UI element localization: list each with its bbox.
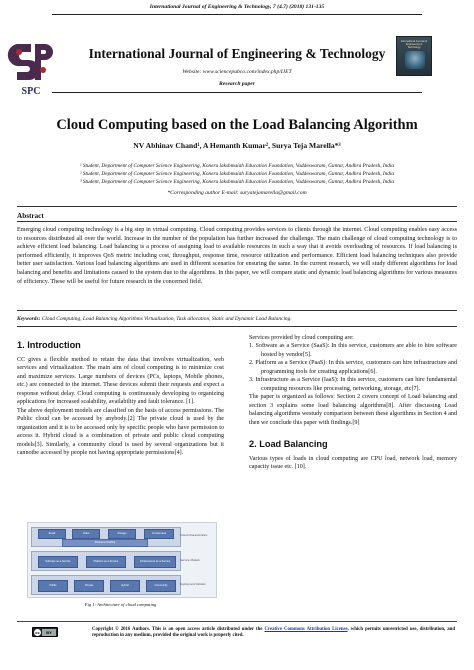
figure-box: Community xyxy=(146,580,176,592)
figure-box: Public xyxy=(38,580,68,592)
load-balancing-paragraph: Various types of loads in cloud computing are CPU load, network load, memory capacity issue etc. [10]. xyxy=(249,455,457,471)
section-heading-introduction: 1. Introduction xyxy=(17,340,81,350)
list-item: 2. Platform as a Service (PaaS): In this service, customers can hire infrastructure and programming tools for creating applications[6]. xyxy=(249,360,457,375)
figure-box: Storage xyxy=(108,529,136,539)
figure-resource-pooling-bar: Resource Pooling xyxy=(62,539,148,547)
list-item: 1. Software as a Service (SaaS): In this service, customers are able to hire software hosted by vendor[5]. xyxy=(249,343,457,358)
figure-box: Platform as a Service xyxy=(86,556,126,568)
right-column xyxy=(249,334,457,472)
figure-caption: Fig 1: Architecture of cloud computing xyxy=(84,602,157,607)
affiliation-1: ¹ Student, Department of Computer Science Engineering, Koneru lakshmaiah Education Foundation, Vaddeswaram, Guntur, Andhra Pradesh, India xyxy=(79,163,395,169)
paper-type: Research paper xyxy=(219,81,255,87)
figure-layer-deployment-models xyxy=(31,575,181,595)
list-item: 3. Infrastructure as a Service (IaaS): In this service, customers can hire fundamental computing resources like processing, networking, storage, etc[7]. xyxy=(249,377,457,392)
journal-title: International Journal of Engineering & Technology xyxy=(88,46,386,61)
cc-icon: cc xyxy=(35,629,40,635)
abstract-body: Emerging cloud computing technology is a big step in virtual computing. Cloud computing provides services to clients through the internet. Cloud computing enables easy access to resources distributed all over the world. Increase in the number of the population has further increased the challenge. The main challenge of cloud computing technology is to achieve efficient load balancing. Load balancing is a process of assigning load to available resources in such a way that it avoids overloading of resources. If load balancing is performed efficiently, it improves QoS metric including cost, throughput, response time, resource utilization and performance. Efficient load balancing techniques also provide better user satisfaction. Various load balancing algorithms are used in different scenarios for ensuring the same. In the current research, we will study different algorithms for load balancing and benefits and limitations caused to the system due to the algorithms. In this paper, we will compare static and dynamic load balancing algorithms for various measures of efficiency. These will be useful for future research in the concerned field. xyxy=(17,227,457,285)
figure-box: On-Demand xyxy=(144,529,174,539)
abstract-rule-top xyxy=(17,206,457,207)
figure-layer-service-models xyxy=(31,551,181,571)
cover-title: International Journal of Engineering & Technology xyxy=(400,40,428,49)
figure-box: Hybrid xyxy=(110,580,140,592)
figure-box: Infrastructure as a Service xyxy=(134,556,176,568)
figure-side-label: Service Models xyxy=(180,558,200,562)
journal-cover-image xyxy=(396,36,432,76)
figure-box: Software as a Service xyxy=(38,556,78,568)
abstract-rule-under-heading xyxy=(17,221,457,222)
abstract-heading: Abstract xyxy=(17,212,44,220)
figure-layer-characteristics xyxy=(31,527,181,547)
keywords xyxy=(17,316,457,322)
figure-box: Private xyxy=(74,580,104,592)
author-list: NV Abhinav Chand¹, A Hemanth Kumar², Surya Teja Marella*³ xyxy=(133,141,341,150)
cloud-architecture-figure xyxy=(27,522,217,598)
logo-text: SPC xyxy=(21,86,41,97)
cover-art xyxy=(405,51,425,69)
section-heading-load-balancing: 2. Load Balancing xyxy=(249,438,328,449)
services-intro: Services provided by cloud computing are: xyxy=(249,335,354,341)
header-rule-top xyxy=(52,14,422,15)
intro-paragraph-2: The above deployment models are classified on the basis of access permissions. The Public cloud can be accessed by anybody.[2] The private cloud is used by the organization and it is to be accessed only by specific people who have permission to access it. Hybrid cloud is a combination of private and public cloud computing models[3]. Similarly, a community cloud is used by several organizations but it cannotbe accessed by people not having appropriate permissions[4]. xyxy=(17,407,224,456)
keywords-rule xyxy=(17,326,457,327)
affiliation-3: ³ Student, Department of Computer Science Engineering, Koneru lakshmaiah Education Foundation, Vaddeswaram, Guntur, Andhra Pradesh, India xyxy=(79,179,395,185)
figure-side-label: Deployment Models xyxy=(180,582,206,586)
figure-side-label: Cloud Characteristics xyxy=(180,533,208,537)
left-column xyxy=(17,334,224,457)
paper-title: Cloud Computing based on the Load Balancing Algorithm xyxy=(56,117,418,133)
license-link[interactable]: Creative Commons Attribution License xyxy=(264,627,348,632)
keywords-label: Keywords: xyxy=(17,316,41,322)
abstract-rule-bottom xyxy=(17,310,457,311)
cc-license-badge[interactable] xyxy=(32,627,58,637)
copyright-notice xyxy=(92,627,455,639)
figure-box: Email xyxy=(38,529,66,539)
keywords-text: Cloud Computing, Load Balancing Algorithms Virtualization, Task allocation, Static and Dynamic Load Balancing. xyxy=(40,316,292,322)
by-icon: BY xyxy=(42,629,56,636)
journal-citation: International Journal of Engineering & Technology, 7 (4.7) (2018) 131-135 xyxy=(149,4,325,10)
header-rule-bottom xyxy=(52,92,422,93)
organization-paragraph: The paper is organized as follows: Section 2 covers concept of Load balancing and section 3 explains some load balancing algorithms[8]. After discussing Load balancing algorithms westudy comparison between these algorithms in Section 4 and then we conclude this paper with findings.[9] xyxy=(249,394,457,426)
figure-box: Video xyxy=(72,529,100,539)
intro-paragraph-1: CC gives a flexible method to retain the data that involves virtualization, web services and virtualization. The main aim of cloud computing is to minimize cost and maximize services. Large numbers of devices (PCs, laptops, Mobile phones, etc.) are connected to the internet. These devices submit their requests and expect a response without delay. Cloud computing is continuously developing to organizing applications for increased scalability, availability and fault tolerance. [1]. xyxy=(17,357,224,406)
corresponding-author: *Corresponding author E-mail: suryatejamarella@gmail.com xyxy=(167,190,307,196)
copyright-text-start: Copyright © 2016 Authors. This is an open access article distributed under the xyxy=(92,627,265,632)
copyright-text-end: , which permits unrestricted use, distribution, and reproduction in any medium, provided the original work is properly cited. xyxy=(92,627,455,639)
footer-rule xyxy=(17,621,457,622)
journal-website[interactable]: Website: www.sciencepubco.com/index.php/IJET xyxy=(182,69,292,75)
affiliation-2: ² Student, Department of Computer Science Engineering, Koneru lakshmaiah Education Foundation, Vaddeswaram, Guntur, Andhra Pradesh, India xyxy=(79,171,395,177)
